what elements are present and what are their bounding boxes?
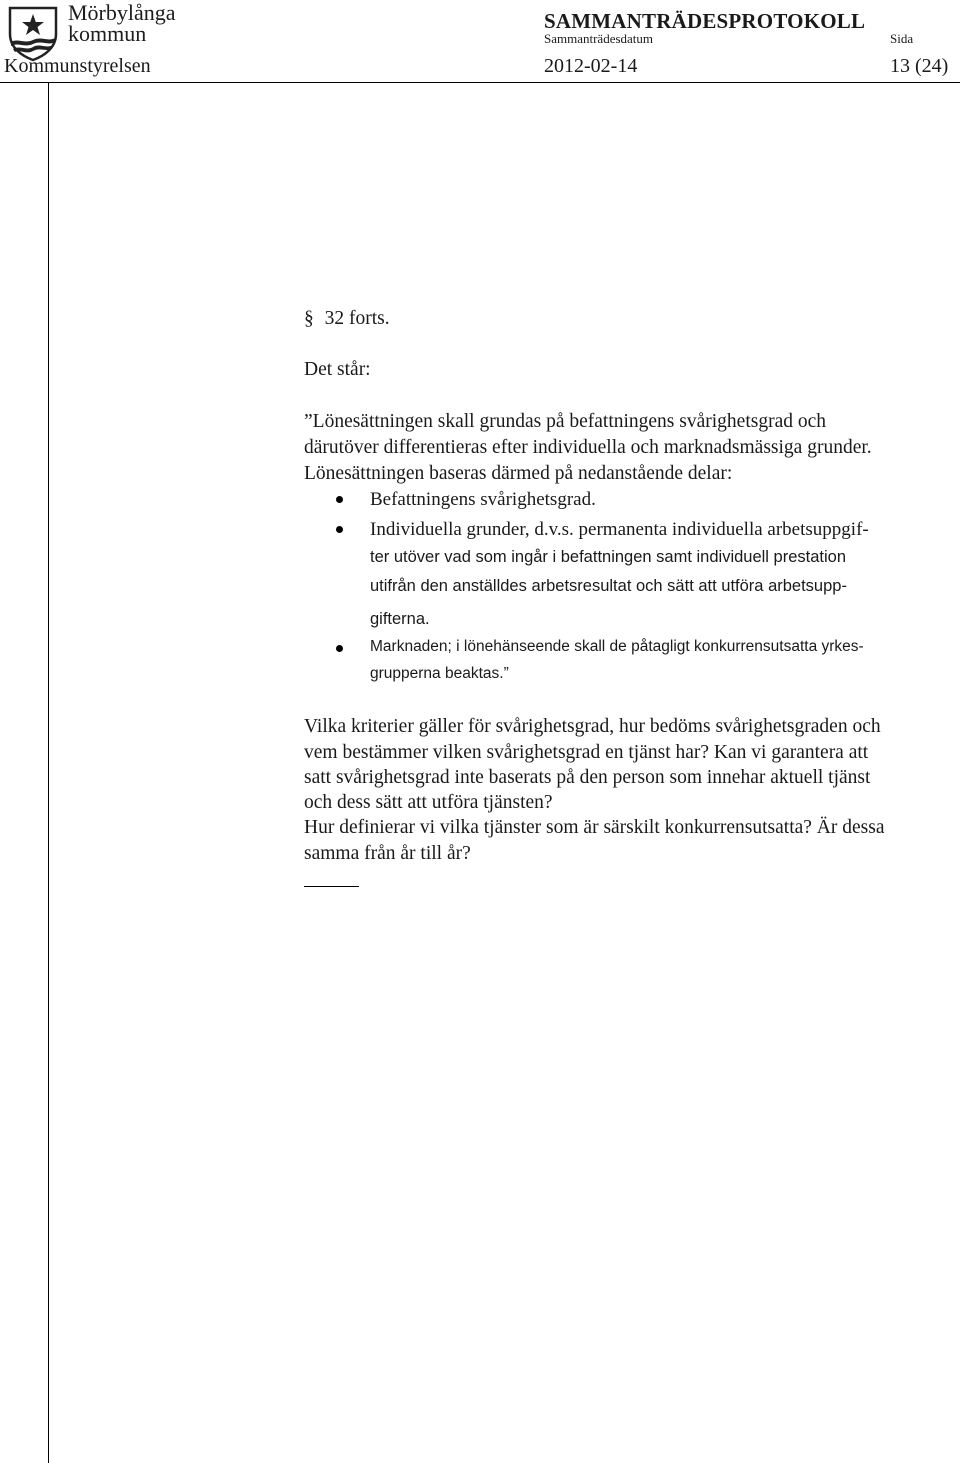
protocol-title: SAMMANTRÄDESPROTOKOLL bbox=[544, 9, 866, 33]
bullet-item-individual-cont: utifrån den anställdes arbetsresultat och sätt att utföra arbetsupp- bbox=[370, 577, 847, 595]
header-divider bbox=[0, 82, 960, 83]
municipality-logo bbox=[4, 4, 62, 62]
question-line: vem bestämmer vilken svårighetsgrad en tjänst har? Kan vi garantera att bbox=[304, 742, 869, 763]
quote-line: Lönesättningen baseras därmed på nedanstående delar: bbox=[304, 463, 733, 484]
intro-text: Det står: bbox=[304, 359, 371, 380]
page-label: Sida bbox=[890, 31, 914, 46]
section-heading bbox=[304, 306, 390, 332]
question-line: samma från år till år? bbox=[304, 843, 471, 864]
margin-divider bbox=[48, 82, 49, 1463]
question-line: satt svårighetsgrad inte baserats på den person som innehar aktuell tjänst bbox=[304, 767, 871, 788]
end-rule bbox=[304, 886, 359, 887]
question-line: och dess sätt att utföra tjänsten? bbox=[304, 792, 553, 813]
bullet-dot bbox=[336, 526, 343, 533]
meeting-date: 2012-02-14 bbox=[544, 55, 638, 77]
question-line: Hur definierar vi vilka tjänster som är särskilt konkurrensutsatta? Är dessa bbox=[304, 817, 885, 838]
department-name: Kommunstyrelsen bbox=[4, 55, 151, 77]
quote-line: därutöver differentieras efter individuella och marknadsmässiga grunder. bbox=[304, 437, 872, 458]
section-number: 32 forts. bbox=[324, 308, 390, 329]
bullet-dot bbox=[336, 645, 343, 652]
bullet-item-market-cont: grupperna beaktas.” bbox=[370, 665, 509, 682]
bullet-item-market: Marknaden; i lönehänseende skall de påtagligt konkurrensutsatta yrkes- bbox=[370, 638, 864, 655]
municipality-name-line2: kommun bbox=[68, 21, 147, 46]
quote-line: ”Lönesättningen skall grundas på befattningens svårighetsgrad och bbox=[304, 411, 827, 432]
section-mark: § bbox=[304, 308, 314, 329]
question-line: Vilka kriterier gäller för svårighetsgrad, hur bedöms svårighetsgraden och bbox=[304, 716, 881, 737]
municipality-name-line1: Mörbylånga bbox=[68, 0, 176, 25]
bullet-item-individual-cont: ter utöver vad som ingår i befattningen samt individuell prestation bbox=[370, 548, 847, 566]
municipality-name bbox=[68, 2, 176, 44]
bullet-item-difficulty: Befattningens svårighetsgrad. bbox=[370, 489, 596, 510]
bullet-item-individual-cont: gifterna. bbox=[370, 610, 430, 628]
bullet-item-individual: Individuella grunder, d.v.s. permanenta individuella arbetsuppgif- bbox=[370, 519, 869, 540]
bullet-dot bbox=[336, 496, 343, 503]
meeting-date-label: Sammanträdesdatum bbox=[544, 31, 654, 46]
page-number: 13 (24) bbox=[890, 55, 949, 77]
